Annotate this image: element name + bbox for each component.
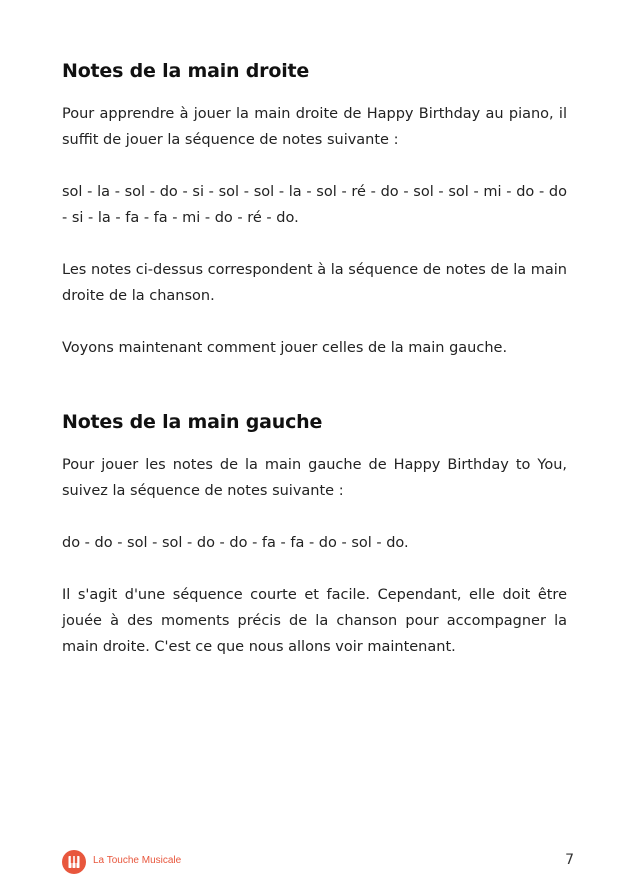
piano-keys-icon	[62, 850, 86, 874]
paragraph-transition: Voyons maintenant comment jouer celles de la main gauche.	[62, 340, 508, 356]
paragraph-intro-right-hand: Pour apprendre à jouer la main droite de Happy Birthday au piano, il suffit de jouer la séquence de notes suivante :	[62, 106, 567, 148]
paragraph-intro-left-hand: Pour jouer les notes de la main gauche de Happy Birthday to You, suivez la séquence de notes suivante :	[62, 457, 567, 499]
section-title-right-hand: Notes de la main droite	[62, 60, 310, 82]
section-title-left-hand: Notes de la main gauche	[62, 411, 323, 433]
paragraph-notes-right-hand: sol - la - sol - do - si - sol - sol - la - sol - ré - do - sol - sol - mi - do - do - si - la - fa - fa - mi - do - ré - do.	[62, 184, 567, 226]
footer-brand-name: La Touche Musicale	[93, 855, 182, 866]
paragraph-explanation-right-hand: Les notes ci-dessus correspondent à la séquence de notes de la main droite de la chanson.	[62, 262, 567, 304]
paragraph-explanation-left-hand: Il s'agit d'une séquence courte et facile. Cependant, elle doit être jouée à des moments précis de la chanson pour accompagner la main droite. C'est ce que nous allons voir maintenant.	[62, 587, 567, 655]
paragraph-notes-left-hand: do - do - sol - sol - do - do - fa - fa - do - sol - do.	[62, 535, 409, 551]
page-number: 7	[565, 852, 574, 868]
